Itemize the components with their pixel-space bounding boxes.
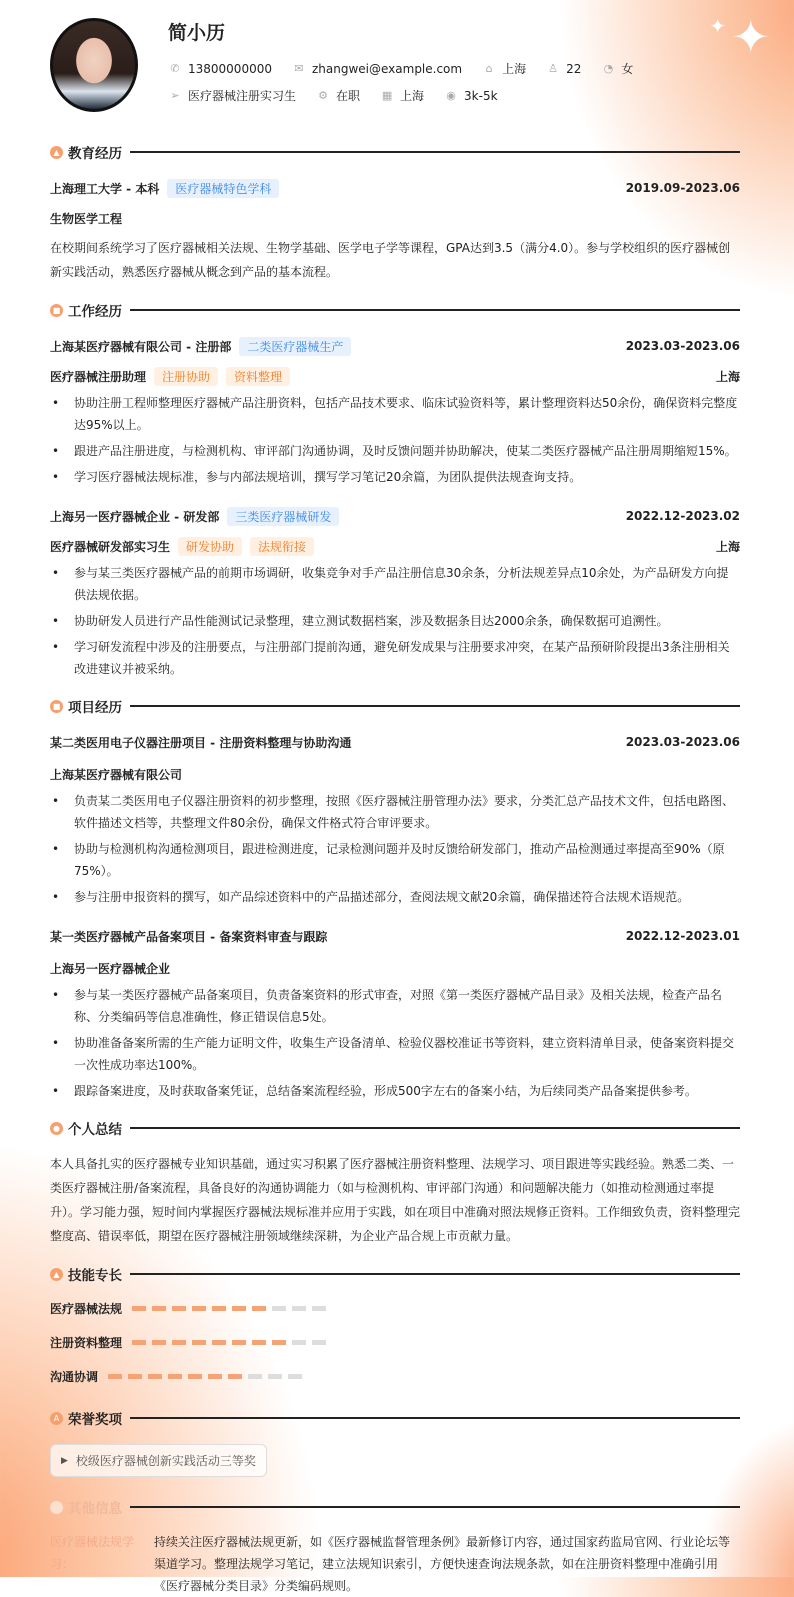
section-title: 个人总结 bbox=[68, 1122, 122, 1138]
skill-name: 注册资料整理 bbox=[50, 1335, 123, 1350]
section-work bbox=[50, 300, 740, 320]
skill-level-segment bbox=[128, 1374, 142, 1379]
skill-level-segment bbox=[152, 1340, 166, 1345]
section-title: 荣誉奖项 bbox=[68, 1412, 122, 1428]
skill-level-segment bbox=[312, 1340, 326, 1345]
bullet-item: • 协助与检测机构沟通检测项目，跟进检测进度，记录检测问题并及时反馈给研发部门，推动产品检测通过率提高至90%（原75%）。 bbox=[50, 838, 740, 882]
gender: 女 bbox=[621, 62, 634, 76]
skill-level-segment bbox=[108, 1374, 122, 1379]
divider bbox=[130, 1506, 740, 1508]
role-tag: 注册协助 bbox=[154, 367, 218, 386]
summary-text: 本人具备扎实的医疗器械专业知识基础，通过实习积累了医疗器械注册资料整理、法规学习、项目跟进等实践经验。熟悉二类、一类医疗器械注册/备案流程，具备良好的沟通协调能力（如与检测机构、审评部门沟通）和问题解决能力（如推动检测通过率提升）。学习能力强，短时间内掌握医疗器械法规标准并应用于实践，如在项目中准确对照法规修正资料。工作细致负责，资料整理完整度高、错误率低，期望在医疗器械注册领域继续深耕，为企业产品合规上市贡献力量。 bbox=[50, 1157, 741, 1243]
section-education bbox=[50, 142, 740, 162]
bullet-item: • 跟踪备案进度，及时获取备案凭证，总结备案流程经验，形成500字左右的备案小结，为后续同类产品备案提供参考。 bbox=[50, 1080, 740, 1102]
candidate-name: 简小历 bbox=[168, 22, 226, 44]
email-icon: ✉ bbox=[294, 62, 304, 75]
divider bbox=[130, 1273, 740, 1275]
city: 上海 bbox=[400, 89, 425, 103]
skill-level-segment bbox=[168, 1374, 182, 1379]
date: 2019.09-2023.06 bbox=[625, 181, 740, 195]
bullet-list bbox=[50, 562, 740, 680]
resume-header bbox=[50, 0, 770, 132]
avatar bbox=[50, 18, 138, 112]
city: 上海 bbox=[715, 369, 740, 384]
divider bbox=[130, 309, 740, 311]
skill-level-segment bbox=[132, 1306, 146, 1311]
company: 上海另一医疗器械企业 - 研发部 bbox=[50, 509, 220, 524]
education-desc: 在校期间系统学习了医疗器械相关法规、生物学基础、医学电子学等课程，GPA达到3.5（满分4.0）。参与学校组织的医疗器械创新实践活动，熟悉医疗器械从概念到产品的基本流程。 bbox=[50, 241, 731, 279]
section-skills bbox=[50, 1264, 740, 1284]
skill-level-segment bbox=[292, 1340, 306, 1345]
email: zhangwei@example.com bbox=[311, 61, 463, 76]
project-item bbox=[50, 924, 740, 1102]
award-text: 校级医疗器械创新实践活动三等奖 bbox=[75, 1454, 256, 1468]
award-item bbox=[50, 1444, 267, 1477]
skill-item bbox=[50, 1332, 402, 1352]
education-icon: ▲ bbox=[50, 146, 63, 159]
company-tag: 三类医疗器械研发 bbox=[227, 507, 339, 526]
triangle-icon: ▶ bbox=[61, 1455, 68, 1466]
skill-level-segment bbox=[172, 1340, 186, 1345]
other-item bbox=[50, 1531, 740, 1597]
date: 2022.12-2023.01 bbox=[625, 929, 740, 943]
education-tag: 医疗器械特色学科 bbox=[167, 179, 279, 198]
skill-icon: ▲ bbox=[50, 1268, 63, 1281]
building-icon: ▦ bbox=[381, 89, 393, 102]
role-tag: 研发协助 bbox=[178, 537, 242, 556]
role-tag: 资料整理 bbox=[226, 367, 290, 386]
skill-level-segment bbox=[272, 1306, 286, 1311]
date: 2023.03-2023.06 bbox=[625, 735, 740, 749]
project-name: 某二类医用电子仪器注册项目 - 注册资料整理与协助沟通 bbox=[50, 735, 352, 750]
bullet-item: • 参与某三类医疗器械产品的前期市场调研，收集竞争对手产品注册信息30余条，分析法规差异点10余处，为产品研发方向提供法规依据。 bbox=[50, 562, 740, 606]
bullet-item: • 学习医疗器械法规标准，参与内部法规培训，撰写学习笔记20余篇，为团队提供法规查询支持。 bbox=[50, 466, 740, 488]
age: 22 bbox=[566, 61, 582, 76]
section-projects bbox=[50, 696, 740, 716]
skill-level-segment bbox=[152, 1306, 166, 1311]
sparkle-small-icon: ✦ bbox=[709, 14, 726, 38]
divider bbox=[130, 1127, 740, 1129]
location: 上海 bbox=[502, 62, 527, 76]
work-icon: ■ bbox=[50, 304, 63, 317]
role-tag: 法规衔接 bbox=[250, 537, 314, 556]
skill-level-bar bbox=[108, 1374, 302, 1379]
skill-item bbox=[50, 1366, 402, 1386]
bullet-item: • 学习研发流程中涉及的注册要点，与注册部门提前沟通，避免研发成果与注册要求冲突，在某产品预研阶段提出3条注册相关改进建议并被采纳。 bbox=[50, 636, 740, 680]
project-item bbox=[50, 730, 740, 908]
skill-level-segment bbox=[232, 1340, 246, 1345]
other-key: 医疗器械法规学习： bbox=[50, 1535, 135, 1571]
skill-level-bar bbox=[132, 1306, 326, 1311]
project-org: 上海另一医疗器械企业 bbox=[50, 961, 171, 976]
other-value: 持续关注医疗器械法规更新，如《医疗器械监督管理条例》最新修订内容，通过国家药监局官网、行业论坛等渠道学习。整理法规学习笔记，建立法规知识索引，方便快速查询法规条款，如在注册资料整理中准确引用《医疗器械分类目录》分类编码规则。 bbox=[154, 1535, 731, 1593]
skill-level-segment bbox=[312, 1306, 326, 1311]
gender-icon: ◔ bbox=[603, 62, 614, 75]
bullet-list bbox=[50, 392, 740, 488]
project-name: 某一类医疗器械产品备案项目 - 备案资料审查与跟踪 bbox=[50, 929, 328, 944]
major: 生物医学工程 bbox=[50, 211, 123, 226]
role: 医疗器械研发部实习生 bbox=[50, 539, 171, 554]
skill-level-segment bbox=[188, 1374, 202, 1379]
work-item bbox=[50, 504, 740, 680]
skill-name: 沟通协调 bbox=[50, 1369, 99, 1384]
divider bbox=[130, 1417, 740, 1419]
skill-level-segment bbox=[132, 1340, 146, 1345]
work-item bbox=[50, 334, 740, 488]
skill-level-bar bbox=[132, 1340, 326, 1345]
bullet-item: • 负责某二类医用电子仪器注册资料的初步整理，按照《医疗器械注册管理办法》要求，分类汇总产品技术文件，包括电路图、软件描述文档等，共整理文件80余份，确保文件格式符合审评要求。 bbox=[50, 790, 740, 834]
skill-level-segment bbox=[268, 1374, 282, 1379]
send-icon: ➢ bbox=[170, 89, 180, 102]
section-title: 工作经历 bbox=[68, 304, 122, 320]
phone: 13800000000 bbox=[188, 61, 272, 76]
user-icon: ● bbox=[50, 1122, 63, 1135]
bullet-item: • 协助准备备案所需的生产能力证明文件，收集生产设备清单、检验仪器校准证书等资料，建立资料清单目录，使备案资料提交一次性成功率达100%。 bbox=[50, 1032, 740, 1076]
divider bbox=[130, 151, 740, 153]
award-icon: A bbox=[50, 1412, 63, 1425]
section-title: 项目经历 bbox=[68, 700, 122, 716]
bullet-item: • 参与注册申报资料的撰写，如产品综述资料中的产品描述部分，查阅法规文献20余篇，确保描述符合法规术语规范。 bbox=[50, 886, 740, 908]
skill-level-segment bbox=[228, 1374, 242, 1379]
bullet-list bbox=[50, 984, 740, 1102]
date: 2022.12-2023.02 bbox=[625, 509, 740, 523]
section-other bbox=[50, 1497, 740, 1517]
skill-level-segment bbox=[208, 1374, 222, 1379]
skill-level-segment bbox=[248, 1374, 262, 1379]
bullet-item: • 跟进产品注册进度，与检测机构、审评部门沟通协调，及时反馈问题并协助解决，使某二类医疗器械产品注册周期缩短15%。 bbox=[50, 440, 740, 462]
home-icon: ⌂ bbox=[485, 62, 493, 75]
bullet-item: • 协助注册工程师整理医疗器械产品注册资料，包括产品技术要求、临床试验资料等，累计整理资料达50余份，确保资料完整度达95%以上。 bbox=[50, 392, 740, 436]
section-title: 教育经历 bbox=[68, 146, 122, 162]
company: 上海某医疗器械有限公司 - 注册部 bbox=[50, 339, 232, 354]
skill-level-segment bbox=[232, 1306, 246, 1311]
skill-level-segment bbox=[292, 1306, 306, 1311]
divider bbox=[130, 705, 740, 707]
education-header bbox=[50, 176, 740, 200]
skill-name: 医疗器械法规 bbox=[50, 1301, 123, 1316]
school: 上海理工大学 - 本科 bbox=[50, 181, 160, 196]
skill-level-segment bbox=[192, 1340, 206, 1345]
project-icon: ■ bbox=[50, 700, 63, 713]
info-icon bbox=[50, 1501, 63, 1514]
skill-level-segment bbox=[288, 1374, 302, 1379]
skill-level-segment bbox=[212, 1306, 226, 1311]
job-row bbox=[168, 87, 498, 104]
section-summary bbox=[50, 1118, 740, 1138]
project-org: 上海某医疗器械有限公司 bbox=[50, 767, 183, 782]
age-icon: ♙ bbox=[548, 62, 559, 75]
role: 医疗器械注册助理 bbox=[50, 369, 147, 384]
skill-level-segment bbox=[272, 1340, 286, 1345]
bullet-list bbox=[50, 790, 740, 908]
resume bbox=[50, 0, 770, 1597]
status-icon: ⚙ bbox=[318, 89, 328, 102]
phone-icon: ✆ bbox=[170, 62, 180, 75]
section-title: 其他信息 bbox=[68, 1501, 122, 1517]
sparkle-icon: ✦ bbox=[731, 10, 770, 64]
status: 在职 bbox=[336, 89, 361, 103]
contact-row bbox=[168, 60, 633, 77]
skill-level-segment bbox=[212, 1340, 226, 1345]
city: 上海 bbox=[715, 539, 740, 554]
date: 2023.03-2023.06 bbox=[625, 339, 740, 353]
skill-item bbox=[50, 1298, 402, 1318]
section-title: 技能专长 bbox=[68, 1268, 122, 1284]
section-awards bbox=[50, 1408, 740, 1428]
salary: 3k-5k bbox=[464, 88, 498, 103]
salary-icon: ◉ bbox=[446, 89, 456, 102]
skill-level-segment bbox=[192, 1306, 206, 1311]
bullet-item: • 参与某一类医疗器械产品备案项目，负责备案资料的形式审查，对照《第一类医疗器械产品目录》及相关法规，检查产品名称、分类编码等信息准确性，修正错误信息5处。 bbox=[50, 984, 740, 1028]
skill-level-segment bbox=[172, 1306, 186, 1311]
skill-level-segment bbox=[148, 1374, 162, 1379]
company-tag: 二类医疗器械生产 bbox=[239, 337, 351, 356]
bullet-item: • 协助研发人员进行产品性能测试记录整理，建立测试数据档案，涉及数据条目达2000余条，确保数据可追溯性。 bbox=[50, 610, 740, 632]
skill-level-segment bbox=[252, 1340, 266, 1345]
skill-level-segment bbox=[252, 1306, 266, 1311]
position: 医疗器械注册实习生 bbox=[188, 89, 297, 103]
